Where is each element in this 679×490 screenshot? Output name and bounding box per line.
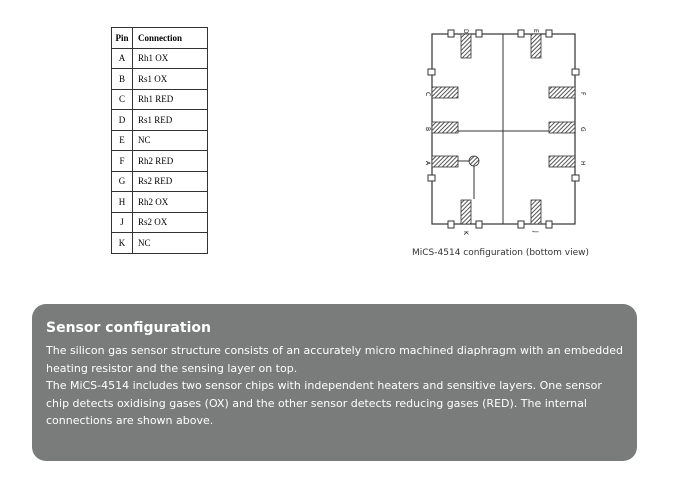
table-row: [112, 110, 208, 131]
connection-cell: Rh2 RED: [133, 151, 208, 172]
connection-cell: NC: [133, 130, 208, 151]
pin-cell: A: [112, 48, 133, 69]
pin-cell: C: [112, 89, 133, 110]
pin-connection-table: [111, 27, 208, 254]
pin-label-b: B: [424, 127, 431, 132]
table-row: [112, 151, 208, 172]
pin-label-c: C: [424, 92, 431, 97]
connection-cell: Rh1 RED: [133, 89, 208, 110]
pin-label-k: K: [462, 231, 469, 235]
pin-label-a: A: [424, 161, 431, 166]
connection-cell: Rh1 OX: [133, 48, 208, 69]
sensor-configuration-panel: [32, 304, 637, 461]
panel-paragraph-2: The MiCS-4514 includes two sensor chips with independent heaters and sensitive layers. One sensor chip detects oxidising gases (OX) and the other sensor detects reducing gases (RED). The internal connections are shown above.: [46, 379, 602, 427]
table-row: [112, 89, 208, 110]
connection-cell: Rs1 RED: [133, 110, 208, 131]
connection-column-header: Connection: [133, 28, 208, 49]
pin-label-d: D: [462, 29, 469, 34]
connection-cell: Rs2 OX: [133, 212, 208, 233]
pin-label-e: E: [532, 29, 539, 33]
pin-label-h: H: [579, 161, 586, 166]
panel-title: Sensor configuration: [46, 320, 211, 336]
pin-cell: E: [112, 130, 133, 151]
connection-cell: Rh2 OX: [133, 192, 208, 213]
diagram-caption: MiCS-4514 configuration (bottom view): [412, 248, 589, 258]
table-row: [112, 212, 208, 233]
table-row: [112, 69, 208, 90]
pin-label-g: G: [579, 127, 586, 132]
table-row: [112, 233, 208, 254]
connection-cell: NC: [133, 233, 208, 254]
table-header-row: [112, 28, 208, 49]
bottom-view-pin-diagram: [418, 25, 590, 237]
table-row: [112, 48, 208, 69]
panel-paragraph-1: The silicon gas sensor structure consists of an accurately micro machined diaphragm with an embedded heating resistor and the sensing layer on top.: [46, 344, 624, 375]
pin-cell: F: [112, 151, 133, 172]
pin-column-header: Pin: [112, 28, 133, 49]
pin-cell: K: [112, 233, 133, 254]
table-row: [112, 171, 208, 192]
table-row: [112, 130, 208, 151]
pin-cell: D: [112, 110, 133, 131]
pin-label-f: F: [579, 92, 586, 96]
pin-cell: G: [112, 171, 133, 192]
connection-cell: Rs1 OX: [133, 69, 208, 90]
pin-cell: B: [112, 69, 133, 90]
panel-body: [46, 342, 626, 430]
pin-cell: J: [112, 212, 133, 233]
pin-label-j: J: [532, 231, 539, 233]
via-circle: [469, 156, 479, 166]
connection-cell: Rs2 RED: [133, 171, 208, 192]
pin-cell: H: [112, 192, 133, 213]
table-row: [112, 192, 208, 213]
